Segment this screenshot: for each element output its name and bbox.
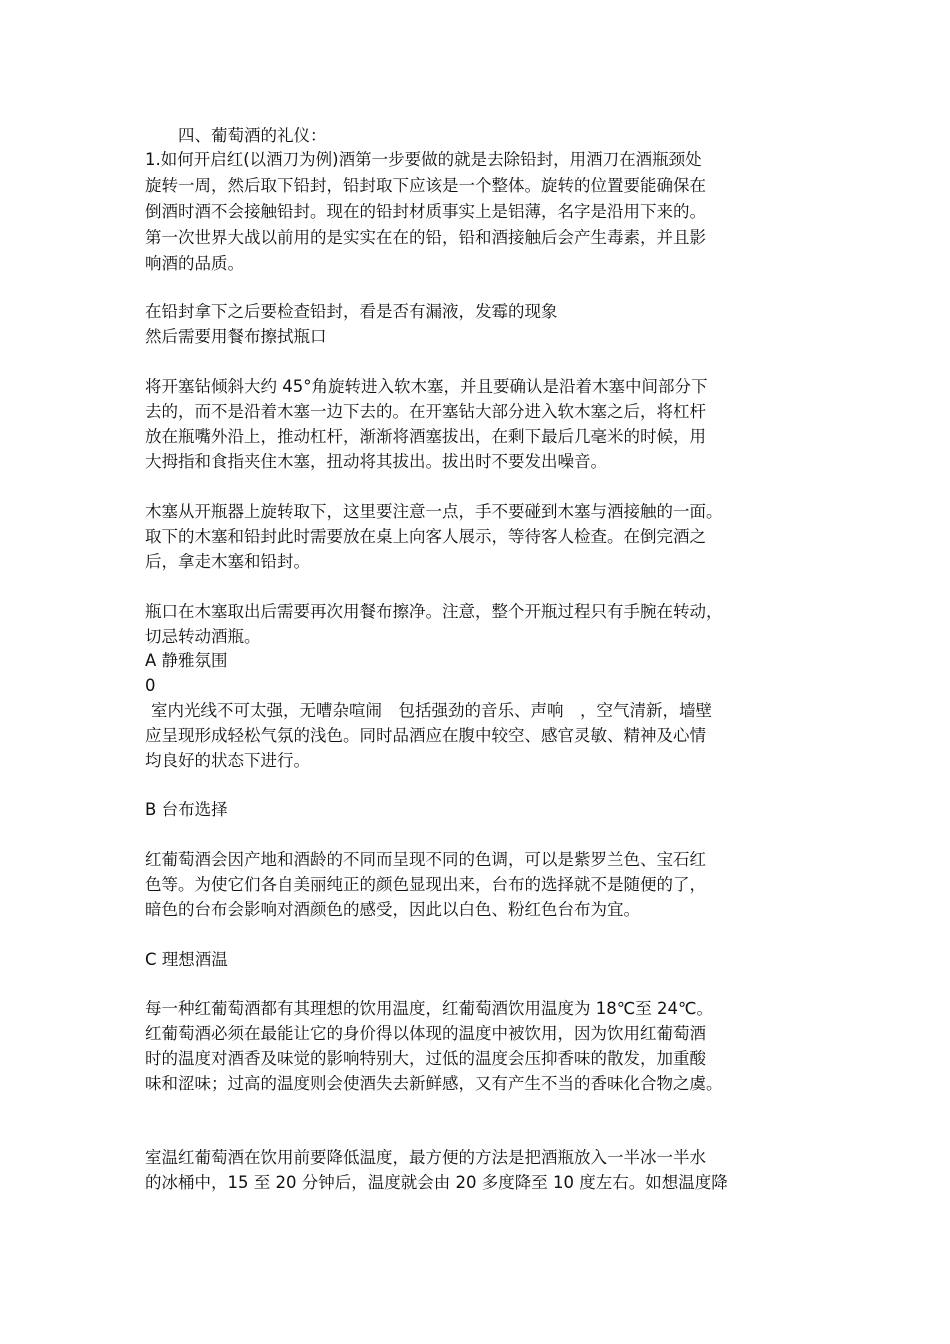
- para6-line-3: 均良好的状态下进行。: [145, 751, 310, 770]
- para3-line-1: 将开塞钻倾斜大约 45°角旋转进入软木塞，并且要确认是沿着木塞中间部分下: [145, 377, 708, 396]
- para7-line-1: 红葡萄酒会因产地和酒龄的不同而呈现不同的色调，可以是紫罗兰色、宝石红: [145, 850, 706, 869]
- heading-a: A 静雅氛围: [145, 651, 228, 670]
- para3-line-3: 放在瓶嘴外沿上，推动杠杆，渐渐将酒塞拔出，在剩下最后几毫米的时候，用: [145, 427, 706, 446]
- para1-line-2: 旋转一周，然后取下铅封，铅封取下应该是一个整体。旋转的位置要能确保在: [145, 176, 706, 195]
- para8-line-2: 红葡萄酒必须在最能让它的身价得以体现的温度中被饮用，因为饮用红葡萄酒: [145, 1024, 706, 1043]
- para6-line-2: 应呈现形成轻松气氛的浅色。同时品酒应在腹中较空、感官灵敏、精神及心情: [145, 726, 706, 745]
- para1-line-4: 第一次世界大战以前用的是实实在在的铅，铅和酒接触后会产生毒素，并且影: [145, 228, 706, 247]
- para9-line-1: 室温红葡萄酒在饮用前要降低温度，最方便的方法是把酒瓶放入一半冰一半水: [145, 1148, 706, 1167]
- para7-line-2: 色等。为使它们各自美丽纯正的颜色显现出来，台布的选择就不是随便的了，: [145, 875, 706, 894]
- para3-line-2: 去的，而不是沿着木塞一边下去的。在开塞钻大部分进入软木塞之后，将杠杆: [145, 402, 706, 421]
- para9-line-2: 的冰桶中，15 至 20 分钟后，温度就会由 20 多度降至 10 度左右。如想温度降: [145, 1173, 728, 1192]
- para1-line-1: 1.如何开启红(以酒刀为例)酒第一步要做的就是去除铅封，用酒刀在酒瓶颈处: [145, 150, 702, 169]
- para1-line-3: 倒酒时酒不会接触铅封。现在的铅封材质事实上是铝薄，名字是沿用下来的。: [145, 202, 706, 221]
- para8-line-1: 每一种红葡萄酒都有其理想的饮用温度，红葡萄酒饮用温度为 18℃至 24℃。: [145, 999, 714, 1018]
- zero-marker: 0: [145, 676, 156, 695]
- para2-line-2: 然后需要用餐布擦拭瓶口: [145, 327, 327, 346]
- para3-line-4: 大拇指和食指夹住木塞，扭动将其拔出。拔出时不要发出噪音。: [145, 452, 607, 471]
- para6-line-1: 室内光线不可太强，无嘈杂喧闹 包括强劲的音乐、声响 ，空气清新，墙壁: [151, 701, 712, 720]
- para5-line-2: 切忌转动酒瓶。: [145, 627, 261, 646]
- para2-line-1: 在铅封拿下之后要检查铅封，看是否有漏液，发霉的现象: [145, 302, 558, 321]
- para4-line-2: 取下的木塞和铅封此时需要放在桌上向客人展示，等待客人检查。在倒完酒之: [145, 527, 706, 546]
- para8-line-3: 时的温度对酒香及味觉的影响特别大，过低的温度会压抑香味的散发，加重酸: [145, 1049, 706, 1068]
- heading-c: C 理想酒温: [145, 950, 228, 969]
- para4-line-3: 后，拿走木塞和铅封。: [145, 552, 310, 571]
- para4-line-1: 木塞从开瓶器上旋转取下，这里要注意一点，手不要碰到木塞与酒接触的一面。: [145, 502, 723, 521]
- para7-line-3: 暗色的台布会影响对酒颜色的感受，因此以白色、粉红色台布为宜。: [145, 900, 640, 919]
- section-heading: 四、葡萄酒的礼仪：: [178, 126, 327, 145]
- heading-b: B 台布选择: [145, 800, 228, 819]
- para8-line-4: 味和涩味；过高的温度则会使酒失去新鲜感，又有产生不当的香味化合物之虞。: [145, 1074, 723, 1093]
- para1-line-5: 响酒的品质。: [145, 254, 244, 273]
- para5-line-1: 瓶口在木塞取出后需要再次用餐布擦净。注意，整个开瓶过程只有手腕在转动，: [145, 602, 723, 621]
